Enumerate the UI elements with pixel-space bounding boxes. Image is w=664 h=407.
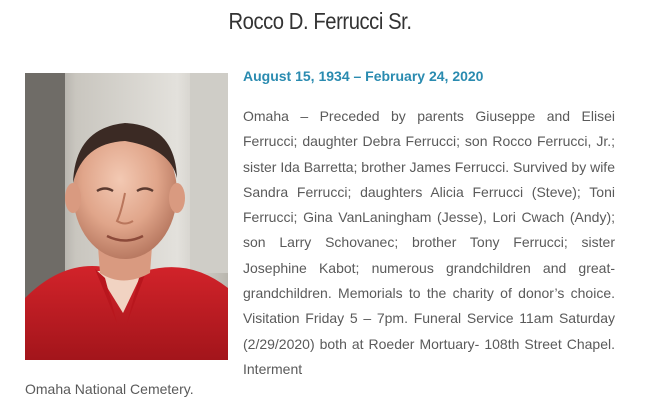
- portrait-illustration: [25, 73, 228, 360]
- obituary-body-tail: Omaha National Cemetery.: [25, 381, 194, 397]
- obituary-body: Omaha – Preceded by parents Giuseppe and Elisei Ferrucci; daughter Debra Ferrucci; son Rocco Ferrucci, Jr.; sister Ida Barretta; brother James Ferrucci. Survived by wife Sandra Ferrucci; daughters Alicia Ferrucci (Steve); Toni Ferrucci; Gina VanLaningham (Jesse), Lori Cwach (Andy); son Larry Schovanec; brother Tony Ferrucci; sister Josephine Kabot; numerous grandchildren and great-grandchildren. Memorials to the charity of donor’s choice. Visitation Friday 5 – 7pm. Funeral Service 11am Saturday (2/29/2020) both at Roeder Mortuary- 108th Street Chapel. Interment: [243, 108, 615, 377]
- life-dates: August 15, 1934 – February 24, 2020: [243, 68, 484, 84]
- page-title: Rocco D. Ferrucci Sr.: [228, 8, 412, 34]
- portrait-photo: [25, 73, 228, 360]
